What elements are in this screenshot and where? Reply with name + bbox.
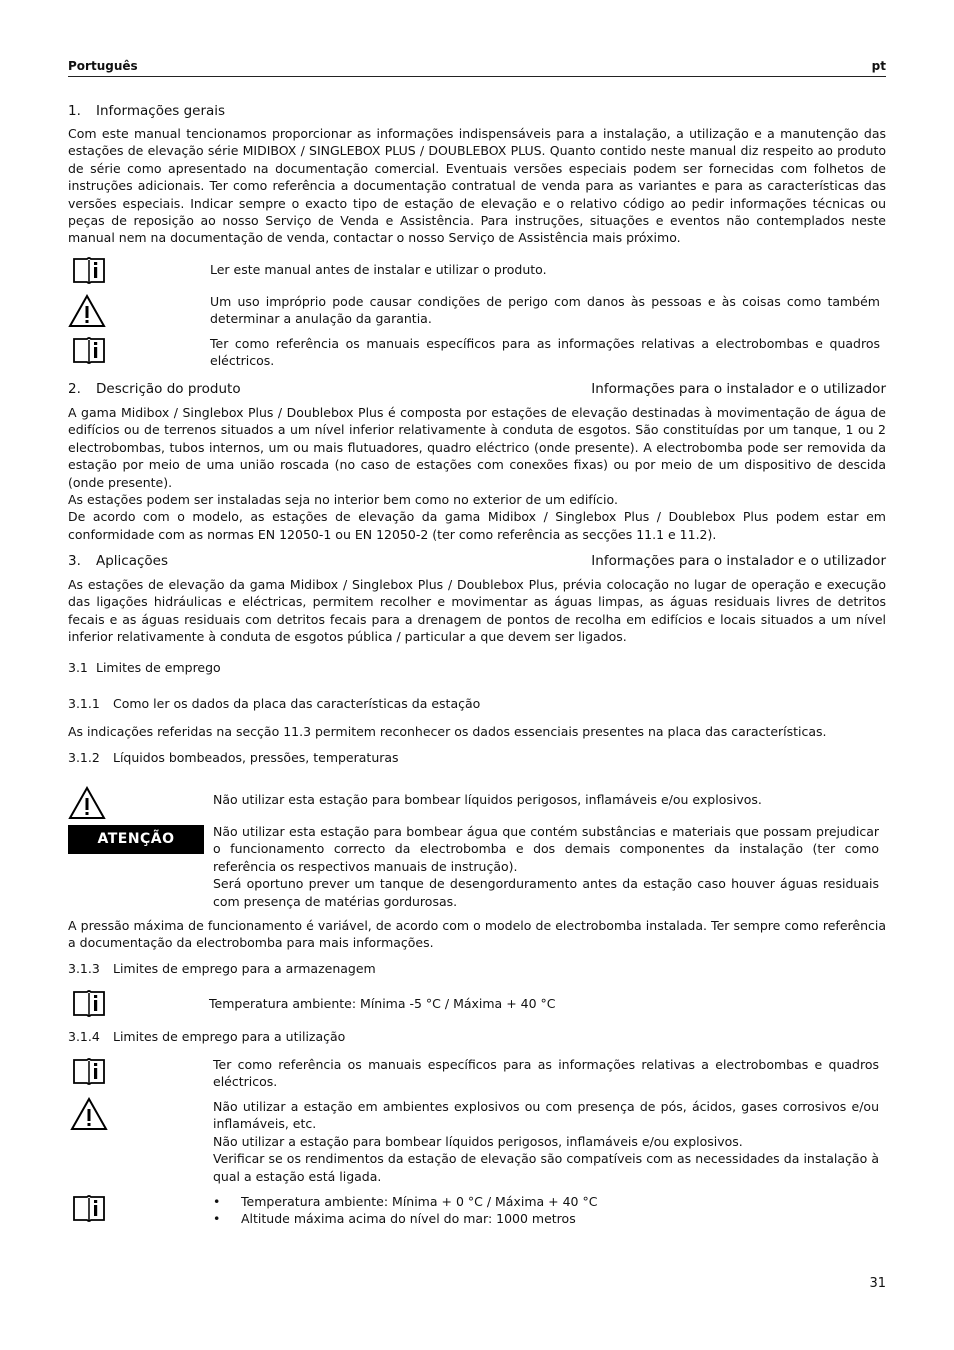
section-3-heading: 3. Aplicações Informações para o instalador e o utilizador <box>68 553 886 569</box>
section-3-1-3-heading: 3.1.3 Limites de emprego para a armazenagem <box>68 961 376 976</box>
section-3-1-1-body: As indicações referidas na secção 11.3 permitem reconhecer os dados essenciais presentes na placa das características. <box>68 724 827 739</box>
audience-label: Informações para o instalador e o utilizador <box>591 381 886 397</box>
warning-triangle-icon <box>70 1097 108 1131</box>
section-3-body: As estações de elevação da gama Midibox / Singlebox Plus / Doublebox Plus, prévia colocação no lugar de operação e execução das ligações hidráulicas e eléctricas, permitem recolher e movimentar as águas limpas, as águas residuais livres de detritos fecais e as águas residuais com detritos fecais para a drenagem de pontos de recolha em edifícios e locais situados a um nível inferior relativamente à conduta de esgotos pública / particular a que devem ser ligados. <box>68 577 886 645</box>
note-reference-manuals: Ter como referência os manuais específicos para as informações relativas a electrobombas e quadros eléctricos. <box>210 336 880 369</box>
manual-info-icon <box>72 989 106 1018</box>
list-item: • Temperatura ambiente: Mínima + 0 °C / Máxima + 40 °C <box>213 1193 879 1210</box>
section-1-body: Com este manual tencionamos proporcionar as informações indispensáveis para a instalação, a utilização e a manutenção das estações de elevação série MIDIBOX / SINGLEBOX PLUS / DOUBLEBOX PLUS. Quanto contido neste manual diz respeito ao produto de série como apresentado na documentação comercial. Eventuais versões especiais podem ser fornecidas com folhetos de instruções adicionais. Ter como referência a documentação contratual de venda para as variantes e para as características das versões especiais. Indicar sempre o exacto tipo de estação de elevação e o relativo código ao pedir informações técnicas ou peças de reposição ao nosso Serviço de Venda e Assistência. Para instruções, situações e eventos não contemplados neste manual nem na documentação de venda, contactar o nosso Serviço de Assistência mais próximo. <box>68 126 886 246</box>
usage-limits-list <box>213 1193 879 1228</box>
section-3-1-heading: 3.1 Limites de emprego <box>68 660 221 675</box>
attention-badge: ATENÇÃO <box>68 825 204 854</box>
section-3-1-2-heading: 3.1.2 Líquidos bombeados, pressões, temperaturas <box>68 750 399 765</box>
page-number: 31 <box>869 1276 886 1291</box>
page-header <box>68 59 886 77</box>
note-storage-temperature: Temperatura ambiente: Mínima -5 °C / Máxima + 40 °C <box>209 996 556 1011</box>
section-1-heading: 1. Informações gerais <box>68 103 226 119</box>
manual-info-icon <box>72 1057 106 1086</box>
section-2-para-3: De acordo com o modelo, as estações de elevação da gama Midibox / Singlebox Plus / Doublebox Plus podem estar em conformidade com as normas EN 12050-1 ou EN 12050-2 (ter como referência as secções 11.1 e 11.2). <box>68 509 886 542</box>
section-2-para-2: As estações podem ser instaladas seja no interior bem como no exterior de um edifício. <box>68 492 618 508</box>
note-improper-use: Um uso impróprio pode causar condições de perigo com danos às pessoas e às coisas como também determinar a anulação da garantia. <box>210 294 880 327</box>
section-3-1-4-heading: 3.1.4 Limites de emprego para a utilização <box>68 1029 346 1044</box>
note-reference-manuals-2: Ter como referência os manuais específicos para as informações relativas a electrobombas e quadros eléctricos. <box>213 1057 879 1090</box>
note-substances: Não utilizar esta estação para bombear água que contém substâncias e materiais que possam prejudicar o funcionamento correcto da electrobomba e dos demais componentes da instalação (ter como referência os respectivos manuais de instrução). Será oportuno prever um tanque de desengorduramento antes da estação caso houver águas residuais com presença de matérias gordurosas. <box>213 824 879 909</box>
note-usage-warnings: Não utilizar a estação em ambientes explosivos ou com presença de pós, ácidos, gases corrosivos e/ou inflamáveis, etc. Não utilizar a estação para bombear líquidos perigosos, inflamáveis e/ou explosivos. Verificar se os rendimentos da estação de elevação são compatíveis com as necessidades da instalação à qual a estação está ligada. <box>213 1099 879 1184</box>
section-3-1-2-body: A pressão máxima de funcionamento é variável, de acordo com o modelo de electrobomba instalada. Ter sempre como referência a documentação da electrobomba para mais informações. <box>68 918 886 951</box>
section-2-heading: 2. Descrição do produto Informações para o instalador e o utilizador <box>68 381 886 397</box>
section-2-para-1: A gama Midibox / Singlebox Plus / Doublebox Plus é composta por estações de elevação destinadas à movimentação de água de edifícios ou de terrenos situados a um nível inferior relativamente à conduta de esgotos. São constituídas por um tanque, 1 ou 2 electrobombas, tubos internos, um ou mais flutuadores, quadro eléctrico (onde presente). A electrobomba pode ser removida da estação por meio de uma união roscada (no caso de estações com conexões fixas) ou por meio de um dispositivo de descida (onde presente). <box>68 405 886 490</box>
warning-triangle-icon <box>68 786 106 820</box>
manual-info-icon <box>72 336 106 365</box>
note-dangerous-liquids: Não utilizar esta estação para bombear líquidos perigosos, inflamáveis e/ou explosivos. <box>213 792 762 807</box>
list-item: • Altitude máxima acima do nível do mar: 1000 metros <box>213 1210 879 1227</box>
header-language: Português <box>68 59 138 73</box>
manual-info-icon <box>72 256 106 285</box>
note-read-manual: Ler este manual antes de instalar e utilizar o produto. <box>210 262 547 277</box>
manual-info-icon <box>72 1194 106 1223</box>
header-code: pt <box>871 59 886 73</box>
audience-label: Informações para o instalador e o utilizador <box>591 553 886 569</box>
section-3-1-1-heading: 3.1.1 Como ler os dados da placa das características da estação <box>68 696 481 711</box>
warning-triangle-icon <box>68 294 106 328</box>
